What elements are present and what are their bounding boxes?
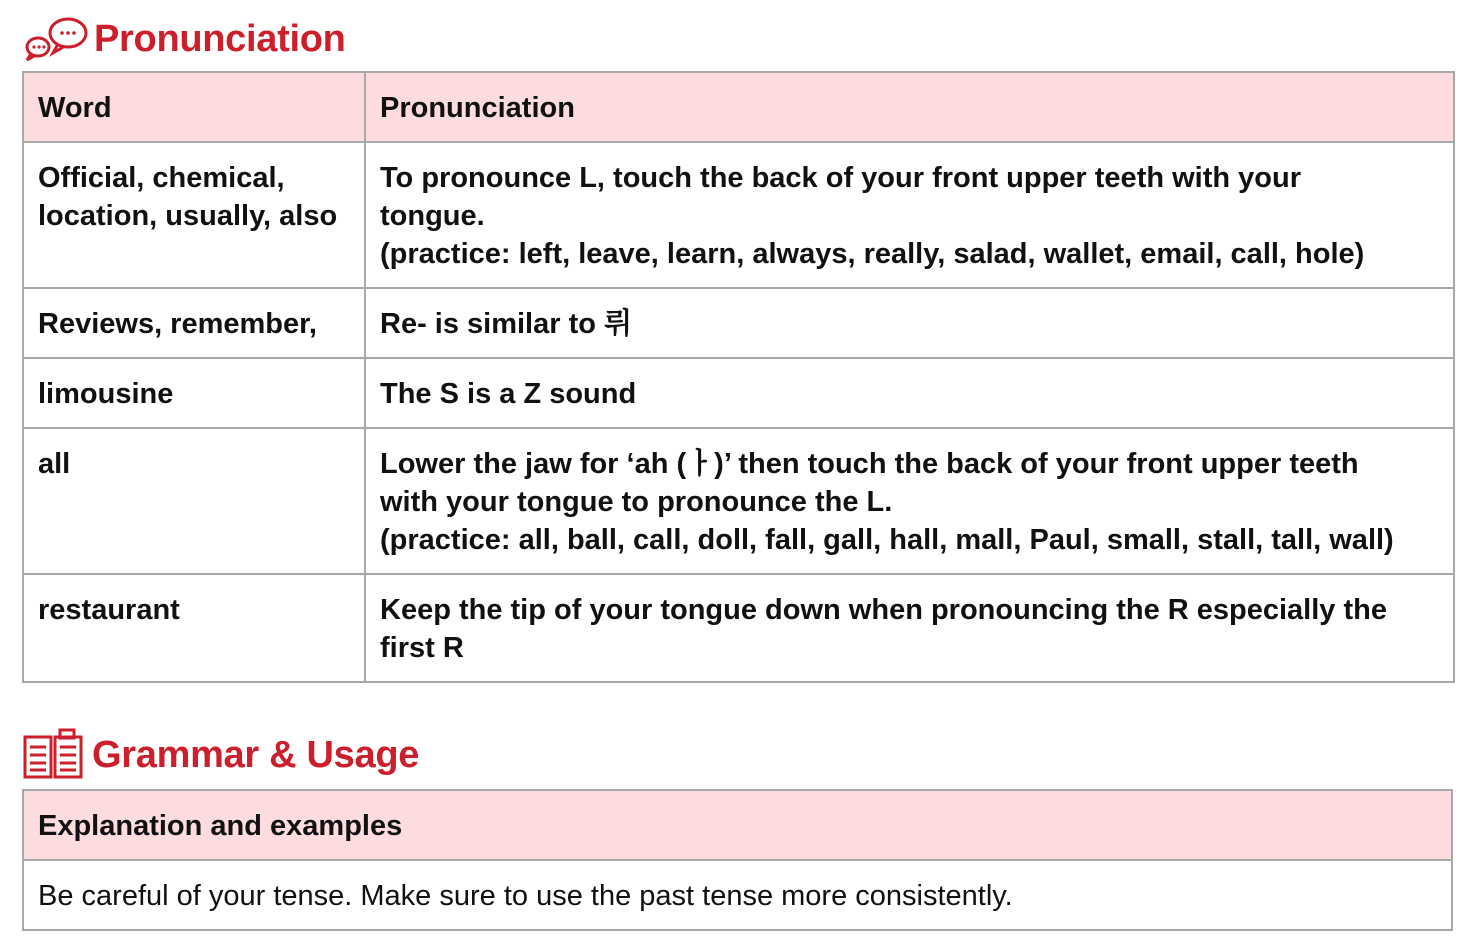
pronunciation-line: (practice: all, ball, call, doll, fall, gall, hall, mall, Paul, small, stall, tall, wall) <box>380 524 1394 556</box>
open-book-icon <box>22 727 86 783</box>
pronunciation-line: To pronounce L, touch the back of your front upper teeth with your <box>380 162 1302 194</box>
pronunciation-title: Pronunciation <box>94 17 346 60</box>
word-cell <box>23 142 365 288</box>
word-line: Official, chemical, <box>38 162 285 194</box>
table-row <box>23 428 1454 574</box>
pronunciation-line: with your tongue to pronounce the L. <box>380 486 893 518</box>
column-header-explanation: Explanation and examples <box>23 790 1452 860</box>
pronunciation-cell <box>365 428 1454 574</box>
word-line: restaurant <box>38 594 180 626</box>
column-header-word: Word <box>23 72 365 142</box>
grammar-heading <box>22 724 419 786</box>
table-row <box>23 288 1454 358</box>
table-row <box>23 142 1454 288</box>
pronunciation-cell <box>365 358 1454 428</box>
pronunciation-cell <box>365 288 1454 358</box>
grammar-table <box>22 789 1453 931</box>
grammar-title: Grammar & Usage <box>92 733 420 776</box>
word-cell <box>23 574 365 682</box>
table-header-row <box>23 790 1452 860</box>
speech-bubbles-icon <box>22 15 90 63</box>
column-header-pronunciation: Pronunciation <box>365 72 1454 142</box>
pronunciation-line: first R <box>380 632 464 664</box>
word-line: limousine <box>38 378 174 410</box>
table-row <box>23 574 1454 682</box>
word-line: all <box>38 448 71 480</box>
pronunciation-cell <box>365 142 1454 288</box>
pronunciation-line: Re- is similar to 뤼 <box>380 308 633 340</box>
pronunciation-line: Keep the tip of your tongue down when pronouncing the R especially the <box>380 594 1387 626</box>
word-line: Reviews, remember, <box>38 308 317 340</box>
pronunciation-line: (practice: left, leave, learn, always, really, salad, wallet, email, call, hole) <box>380 238 1365 270</box>
pronunciation-line: tongue. <box>380 200 485 232</box>
pronunciation-heading <box>22 8 346 70</box>
word-line: location, usually, also <box>38 200 338 232</box>
word-cell <box>23 358 365 428</box>
pronunciation-line: Lower the jaw for ‘ah (ㅏ)’ then touch the back of your front upper teeth <box>380 448 1359 480</box>
word-cell <box>23 428 365 574</box>
table-header-row <box>23 72 1454 142</box>
pronunciation-table <box>22 71 1455 683</box>
explanation-cell: Be careful of your tense. Make sure to use the past tense more consistently. <box>23 860 1452 930</box>
table-row <box>23 860 1452 930</box>
table-row <box>23 358 1454 428</box>
pronunciation-cell <box>365 574 1454 682</box>
word-cell <box>23 288 365 358</box>
pronunciation-line: The S is a Z sound <box>380 378 637 410</box>
